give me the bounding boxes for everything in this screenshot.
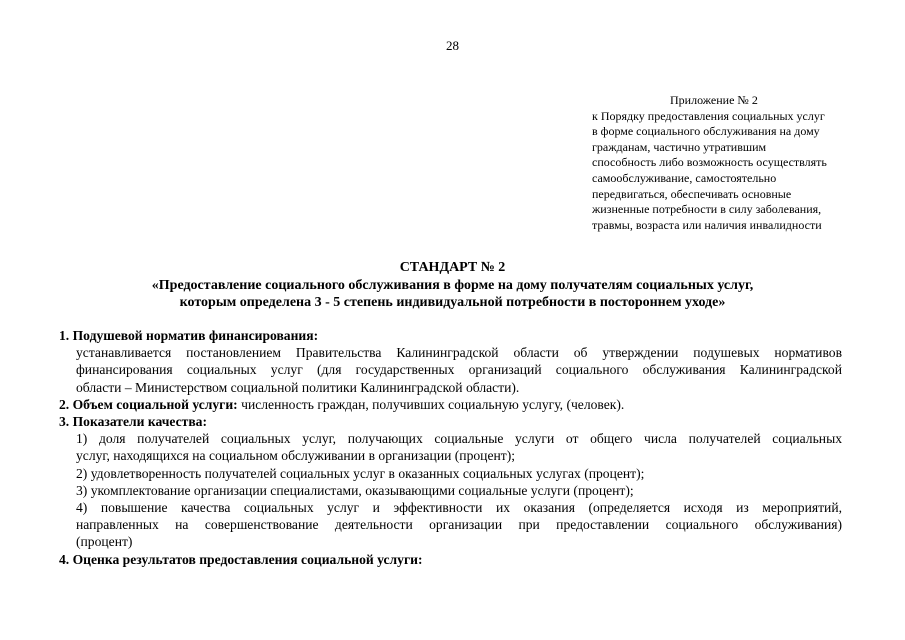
section-2: [59, 396, 842, 413]
document-body: [59, 327, 842, 568]
appendix-line: самообслуживание, самостоятельно: [592, 170, 777, 185]
section-1-text-line: устанавливается постановлением Правительства Калининградской области об утверждении подушевых нормативов: [76, 345, 842, 361]
section-4-heading: 4. Оценка результатов предоставления социальной услуги:: [59, 551, 423, 567]
appendix-line: передвигаться, обеспечивать основные: [592, 186, 792, 201]
quality-item-4-line: (процент): [76, 534, 133, 550]
quality-item-1-line: услуг, находящихся на социальном обслуживании в организации (процент);: [76, 448, 516, 464]
quality-item-2: 2) удовлетворенность получателей социальных услуг в оказанных социальных услугах (процент);: [76, 465, 645, 481]
section-1-text-line: области – Министерством социальной политики Калининградской области).: [76, 379, 520, 395]
quality-item-4-line: 4) повышение качества социальных услуг и эффективности их оказания (определяется исходя из мероприятий,: [76, 500, 842, 516]
appendix-line: гражданам, частично утратившим: [592, 139, 767, 154]
standard-title: СТАНДАРТ № 2: [399, 260, 506, 275]
standard-subtitle-line-1: «Предоставление социального обслуживания в форме на дому получателям социальных услуг,: [151, 278, 754, 293]
appendix-line: жизненные потребности в силу заболевания,: [592, 202, 822, 217]
section-1-text-line: финансирования социальных услуг (для государственных организаций социального обслуживания Калининградской: [76, 362, 842, 378]
appendix-line: травмы, возраста или наличия инвалидности: [592, 217, 822, 232]
section-2-heading: 2. Объем социальной услуги:: [59, 396, 238, 412]
quality-item-4-line: направленных на совершенствование деятельности организации при предоставлении социального обслуживания): [76, 517, 842, 533]
section-3-heading: 3. Показатели качества:: [59, 414, 207, 430]
page-number: 28: [446, 38, 459, 53]
appendix-line: в форме социального обслуживания на дому: [592, 124, 820, 139]
appendix-title: Приложение № 2: [670, 93, 758, 107]
section-1-heading: 1. Подушевой норматив финансирования:: [59, 328, 319, 343]
quality-item-3: 3) укомплектование организации специалистами, оказывающими социальные услуги (процент);: [76, 482, 634, 498]
appendix-block: [592, 93, 852, 233]
appendix-line: способность либо возможность осуществлять: [592, 155, 827, 170]
section-2-text: численность граждан, получивших социальную услугу, (человек).: [237, 396, 625, 412]
standard-subtitle-line-2: которым определена 3 - 5 степень индивидуальной потребности в постороннем уходе»: [179, 295, 726, 310]
quality-item-1-line: 1) доля получателей социальных услуг, получающих социальные услуги от общего числа получателей социальных: [76, 431, 842, 447]
appendix-line: к Порядку предоставления социальных услуг: [592, 108, 825, 123]
